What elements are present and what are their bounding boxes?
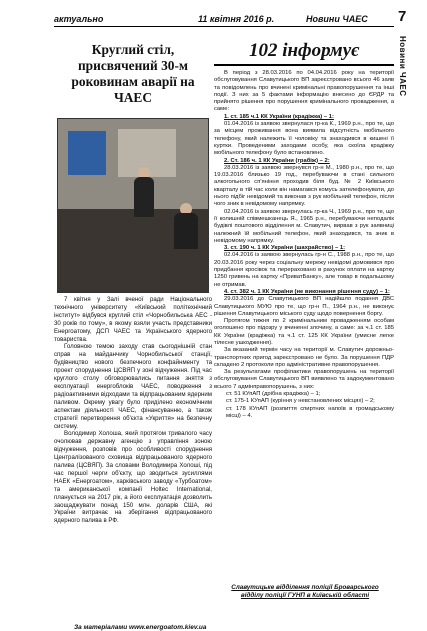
paragraph: 01.04.2016 із заявою звернулася гр-ка К., 1969 р.н., про те, що за місцем проживання вона виявила відсутність мобільного телефону, який належить її чоловіку та знаходився в кишені її куртки. Проведеними заходами особу, яка скоїла крадіжку мобільного телефону було встановлено.: [214, 121, 394, 157]
article-102-reports: [214, 34, 394, 604]
list-item: ст. 175-1 КУпАП (куріння у невстановлених місцях) – 2;: [226, 398, 375, 405]
list-item: ст. 178 КУпАП (розпиття спиртних напоїв в громадському місці) – 4.: [226, 405, 394, 419]
page-number: 7: [398, 8, 407, 25]
paragraph: 7 квітня у Залі вченої ради Національного технічного університету «Київський політехнічний інститут» відбувся круглий стіл «Чорнобильська АЕС - 30 років по тому», в якому взяли участь представники Енергоатому, ДСП ЧАЕС та Українського ядерного товариства.: [54, 296, 212, 343]
section-heading: 3. ст. 190 ч. 1 КК України (шахрайство) – 1:: [224, 245, 346, 252]
newspaper-name: Новини ЧАЕС: [306, 14, 368, 24]
article-signature: Славутицьке відділення поліції Броварського відділу поліції ГУНП в Київській області: [231, 584, 379, 599]
issue-date: 11 квітня 2016 р.: [198, 14, 275, 24]
article-title: 102 інформує: [248, 40, 360, 61]
article-photo: [57, 118, 209, 293]
paragraph: 02.04.2016 із заявою звернулась гр-ка Ч., 1969 р.н., про те, що її колишній співмешканець Я., 1965 р.н., перебуваючи неподалік будівлі поштового відділення м. Славутич, вирвав з рук заявниці належний їй мобільний телефон, який знаходився, та зник в невідомому напрямку.: [214, 208, 394, 244]
paragraph: 02.04.2016 із заявою звернулась гр-н С., 1988 р.н., про те, що 20.03.2016 року через соціальну мережу невідомі домовився про придбання кросівок та перераховано в рахунок оплати на картку 1250 гривень на картку «ПриватБанку», але товар в подальшому не отримав.: [214, 252, 394, 288]
side-label: Новини ЧАЕС: [398, 36, 407, 97]
paragraph: За вказаний термін часу на території м. Славутич дорожньо-транспортних пригод зареєстровано не було. За порушення ПДР складено 2 протоколи про адміністративне правопорушення.: [214, 347, 394, 368]
article-body: [54, 296, 212, 525]
paragraph: 28.03.2016 із заявою звернувся гр-н М., 1980 р.н., про те, що 19.03.2016 близько 19 год., перебуваючи в стані сильного алкогольного сп'яніння проходив біля буд. № 2 Київського кварталу в тій час коли він намагався комусь зателефонувати, до нього підбіг невідомий та виконав з рук мобільний телефон, після чого зник в невідомому напрямку.: [214, 164, 394, 208]
section-heading: 2. Ст. 186 ч. 1 КК України (грабіж) – 2:: [224, 157, 330, 164]
intro-paragraph: В період з 28.03.2016 по 04.04.2016 року на території обслуговування Славутицького ВП зареєстровано всього 46 заяв та повідомлень про вчинені кримінальні правопорушення та інші події. З них за 5 фактами інформацію внесено до ЄРДР та прийнято рішення про порушення кримінального провадження, а саме:: [214, 70, 394, 113]
page-header: [0, 0, 427, 34]
section-heading: 1. ст. 185 ч.1 КК України (крадіжка) – 1:: [224, 113, 334, 120]
article-round-table: [54, 34, 212, 631]
paragraph: За результатами профілактики правопорушень на території обслуговування Славутицького ВП виявлено та задокументовано всього 7 адмінправопорушень, з них:: [214, 369, 394, 390]
paragraph: Протягом тижня по 2 кримінальним провадженням особам оголошено про підозру у вчиненні злочину, а саме: за ч.1 ст. 185 КК України (крадіжка) та ч.1 ст. 125 КК України (умисне легке тілесне ушкодження).: [214, 318, 394, 346]
section-label: актуально: [54, 14, 104, 24]
section-heading: 4. ст. 382 ч. 1 КК України (не виконання рішення суду) – 1:: [224, 288, 390, 295]
header-rule: [54, 26, 394, 27]
article-title: Круглий стіл, присвячений 30-м роковинам аварії на ЧАЕС: [71, 42, 195, 105]
list-item: ст. 51 КУпАП (дрібна крадіжка) – 1;: [226, 391, 321, 398]
article-source: За матеріалами www.energoatom.kiev.ua: [74, 624, 207, 631]
paragraph: Володимир Холоша, який протягом тривалого часу очолював державну агенцію з управління зоною відчуження, розповів про особливості споруднення Централізованого сховища відпрацьованого ядерного палива (ЦСВЯП). За словами Володимира Холоші, під час першої черги об'єкту, що зводиться зусиллями НАЕК «Енергоатом», харківського заводу «Турбоатом» та американської компанії Holtec International, планується на 2017 рік, а його експлуатація дозволить заощаджувати понад 150 млн. доларів США, які України витрачає на зберігання відпрацьованого ядерного палива в РФ.: [54, 430, 212, 525]
title-rule: [214, 64, 394, 66]
paragraph: Головною темою заходу став сьогоднішній стан справ на майданчику Чорнобильської станції, будівництво нового безпечного конфайнменту та проект споруднення ЦСВЯП у зоні відчуження. Під час круглого столу обговорювались питання зняття з експлуатації енергоблоків ЧАЕС, поводження з радіоактивними відходами та відпрацьованим ядерним паливом. Окрему увагу було приділено економічним аспектам діяльності ЧАЕС, фінансуванню, а також стратегії перетворення об'єкта «Укриття» на безпечну систему.: [54, 343, 212, 430]
paragraph: 29.03.2016 до Славутицького ВП надійшло подання ДВС Славутицького МУЮ про те, що гр-н П., 1964 р.н., не виконує рішення Славутицького міського суду щодо повернення боргу.: [214, 296, 394, 317]
article-body: [214, 70, 394, 420]
